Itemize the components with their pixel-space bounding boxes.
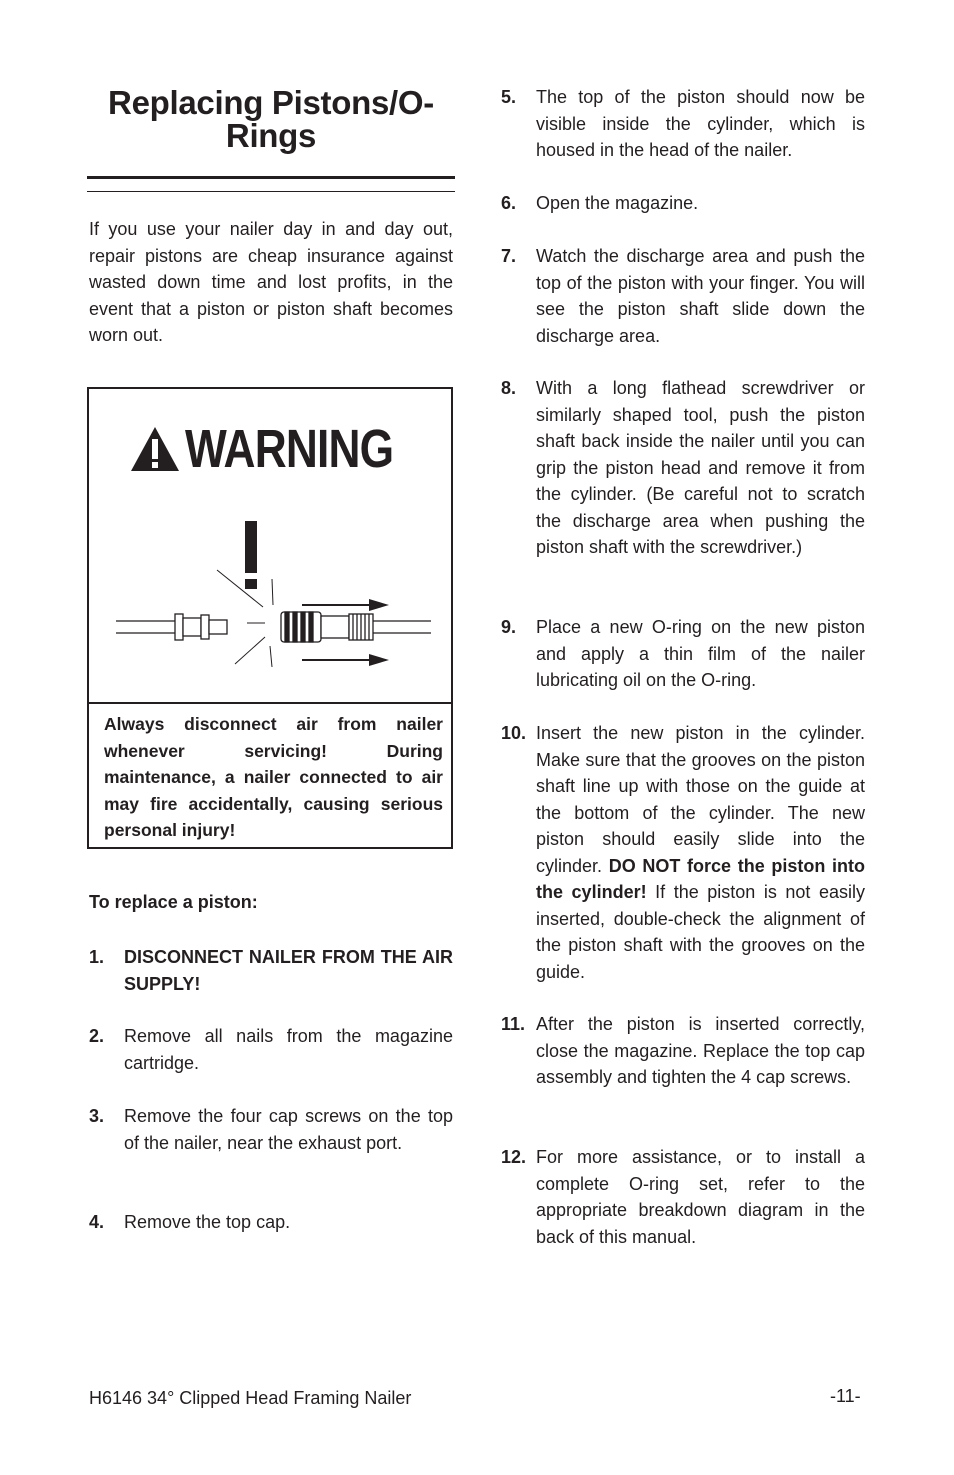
step-number: 5. <box>501 87 517 107</box>
step-number: 10. <box>501 723 527 743</box>
step-number: 6. <box>501 193 517 213</box>
step-text: Watch the discharge area and push the top of the piston with your finger. You will see the piston shaft slide down the discharge area. <box>536 246 865 346</box>
page-number: -11- <box>830 1386 861 1406</box>
warning-text: Always disconnect air from nailer whenever servicing! During maintenance, a nailer connected to air may fire accidentally, causing serious personal injury! <box>104 714 443 840</box>
step-number: 11. <box>501 1014 526 1034</box>
step-number: 2. <box>89 1026 105 1046</box>
step-number: 8. <box>501 378 517 398</box>
steps-subheading: To replace a piston: <box>89 892 258 912</box>
female-coupler <box>281 612 431 642</box>
step-number: 1. <box>89 947 105 967</box>
step-text: Place a new O-ring on the new piston and apply a thin film of the nailer lubricating oil on the O-ring. <box>536 617 865 690</box>
warning-box <box>87 387 453 849</box>
intro-paragraph: If you use your nailer day in and day out, repair pistons are cheap insurance against wasted down time and lost profits, in the event that a piston or piston shaft becomes worn out. <box>89 219 453 345</box>
step-text: For more assistance, or to install a complete O-ring set, refer to the appropriate breakdown diagram in the back of this manual. <box>536 1147 865 1247</box>
step-text: The top of the piston should now be visible inside the cylinder, which is housed in the head of the nailer. <box>536 87 865 160</box>
step-number: 9. <box>501 617 517 637</box>
step-number: 7. <box>501 246 517 266</box>
title-rule-thin <box>87 191 455 192</box>
footer-product-name: H6146 34° Clipped Head Framing Nailer <box>89 1388 412 1408</box>
title-rule-thick <box>87 176 455 179</box>
step-text-part: Insert the new piston in the cylinder. Make sure that the grooves on the piston shaft line up with those on the guide at the bottom of the cylinder. The new piston should easily slide into the cylinder. <box>536 723 865 876</box>
exclamation-bar <box>245 521 257 573</box>
step-text: Remove all nails from the magazine cartridge. <box>124 1026 453 1073</box>
page-title-line1: Replacing Pistons/O- <box>108 84 434 121</box>
warning-label: WARNING <box>185 419 394 479</box>
step-text: Remove the four cap screws on the top of the nailer, near the exhaust port. <box>124 1106 453 1153</box>
step-text-emphasis: DO NOT force the piston into the cylinder! <box>536 855 865 902</box>
warning-triangle-icon <box>129 425 181 473</box>
step-text: With a long flathead screwdriver or similarly shaped tool, push the piston shaft back inside the nailer until you can grip the piston head and remove it from the cylinder. (Be careful not to scratch the discharge area when pushing the piston shaft with the screwdriver.) <box>536 378 865 557</box>
page-title <box>88 86 454 152</box>
step-text: Open the magazine. <box>536 193 699 213</box>
step-number: 4. <box>89 1212 105 1232</box>
step-number: 3. <box>89 1106 105 1126</box>
warning-header <box>129 419 439 479</box>
male-plug <box>116 614 227 640</box>
page-title-line2: Rings <box>225 117 317 154</box>
exclamation-dot <box>245 579 257 589</box>
step-number: 12. <box>501 1147 527 1167</box>
step-text: Remove the top cap. <box>124 1212 291 1232</box>
step-text: DISCONNECT NAILER FROM THE AIR SUPPLY! <box>124 947 453 994</box>
step-text <box>536 720 865 985</box>
step-text-part: If the piston is not easily inserted, double-check the alignment of the piston shaft with the grooves on the guide. <box>536 882 865 982</box>
air-hose-disconnect-illustration <box>89 499 451 699</box>
step-text: After the piston is inserted correctly, close the magazine. Replace the top cap assembly and tighten the 4 cap screws. <box>536 1014 865 1087</box>
warning-divider <box>89 702 451 704</box>
